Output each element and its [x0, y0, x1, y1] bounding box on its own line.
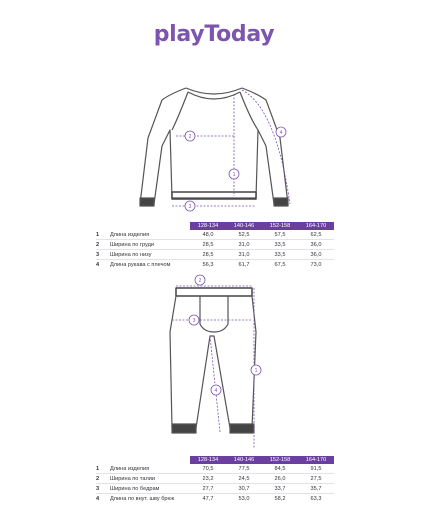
shirt-marker-4: 4 — [279, 130, 283, 136]
table-row: 4 Длина по внут. шву брюк 47,7 53,0 58,2 63,3 — [96, 495, 322, 502]
table-row: 2 Ширина по груди 28,5 31,0 33,5 36,0 — [96, 240, 334, 250]
size-header: 164-170 — [298, 222, 334, 230]
table-row: 2 Ширина по талии 23,2 24,5 26,0 27,5 — [96, 474, 334, 484]
table-row: 4 Длина рукава с плечом 56,3 61,7 67,5 73,0 — [96, 261, 322, 268]
brand-logo: playToday — [153, 22, 275, 47]
pants-diagram — [0, 272, 428, 457]
shirt-size-table — [96, 222, 334, 269]
header-blank — [108, 222, 190, 230]
size-header: 152-158 — [262, 222, 298, 230]
pants-size-table — [96, 456, 334, 503]
table-row: 1 Длина изделия 48,0 52,5 57,5 62,5 — [96, 230, 334, 240]
table-row: 1 Длина изделия 70,5 77,5 84,5 91,5 — [96, 464, 334, 474]
size-header: 140-146 — [226, 456, 262, 464]
shirt-marker-1: 1 — [232, 172, 236, 178]
size-header: 152-158 — [262, 456, 298, 464]
shirt-marker-2: 2 — [188, 134, 192, 140]
pants-marker-2: 2 — [198, 278, 202, 284]
table-row: 3 Ширина по бедрам 27,7 30,7 33,7 35,7 — [96, 484, 334, 494]
table-row: 3 Ширина по низу 28,5 31,0 33,5 36,0 — [96, 250, 334, 260]
header-blank — [108, 456, 190, 464]
sweatshirt-diagram — [0, 78, 428, 218]
size-header: 128-134 — [190, 222, 226, 230]
pants-marker-4: 4 — [214, 388, 218, 394]
pants-marker-3: 3 — [192, 318, 196, 324]
shirt-marker-3: 3 — [188, 204, 192, 210]
size-header: 164-170 — [298, 456, 334, 464]
header-blank — [96, 222, 108, 230]
size-header: 140-146 — [226, 222, 262, 230]
pants-marker-1: 1 — [254, 368, 258, 374]
header-blank — [96, 456, 108, 464]
size-header: 128-134 — [190, 456, 226, 464]
